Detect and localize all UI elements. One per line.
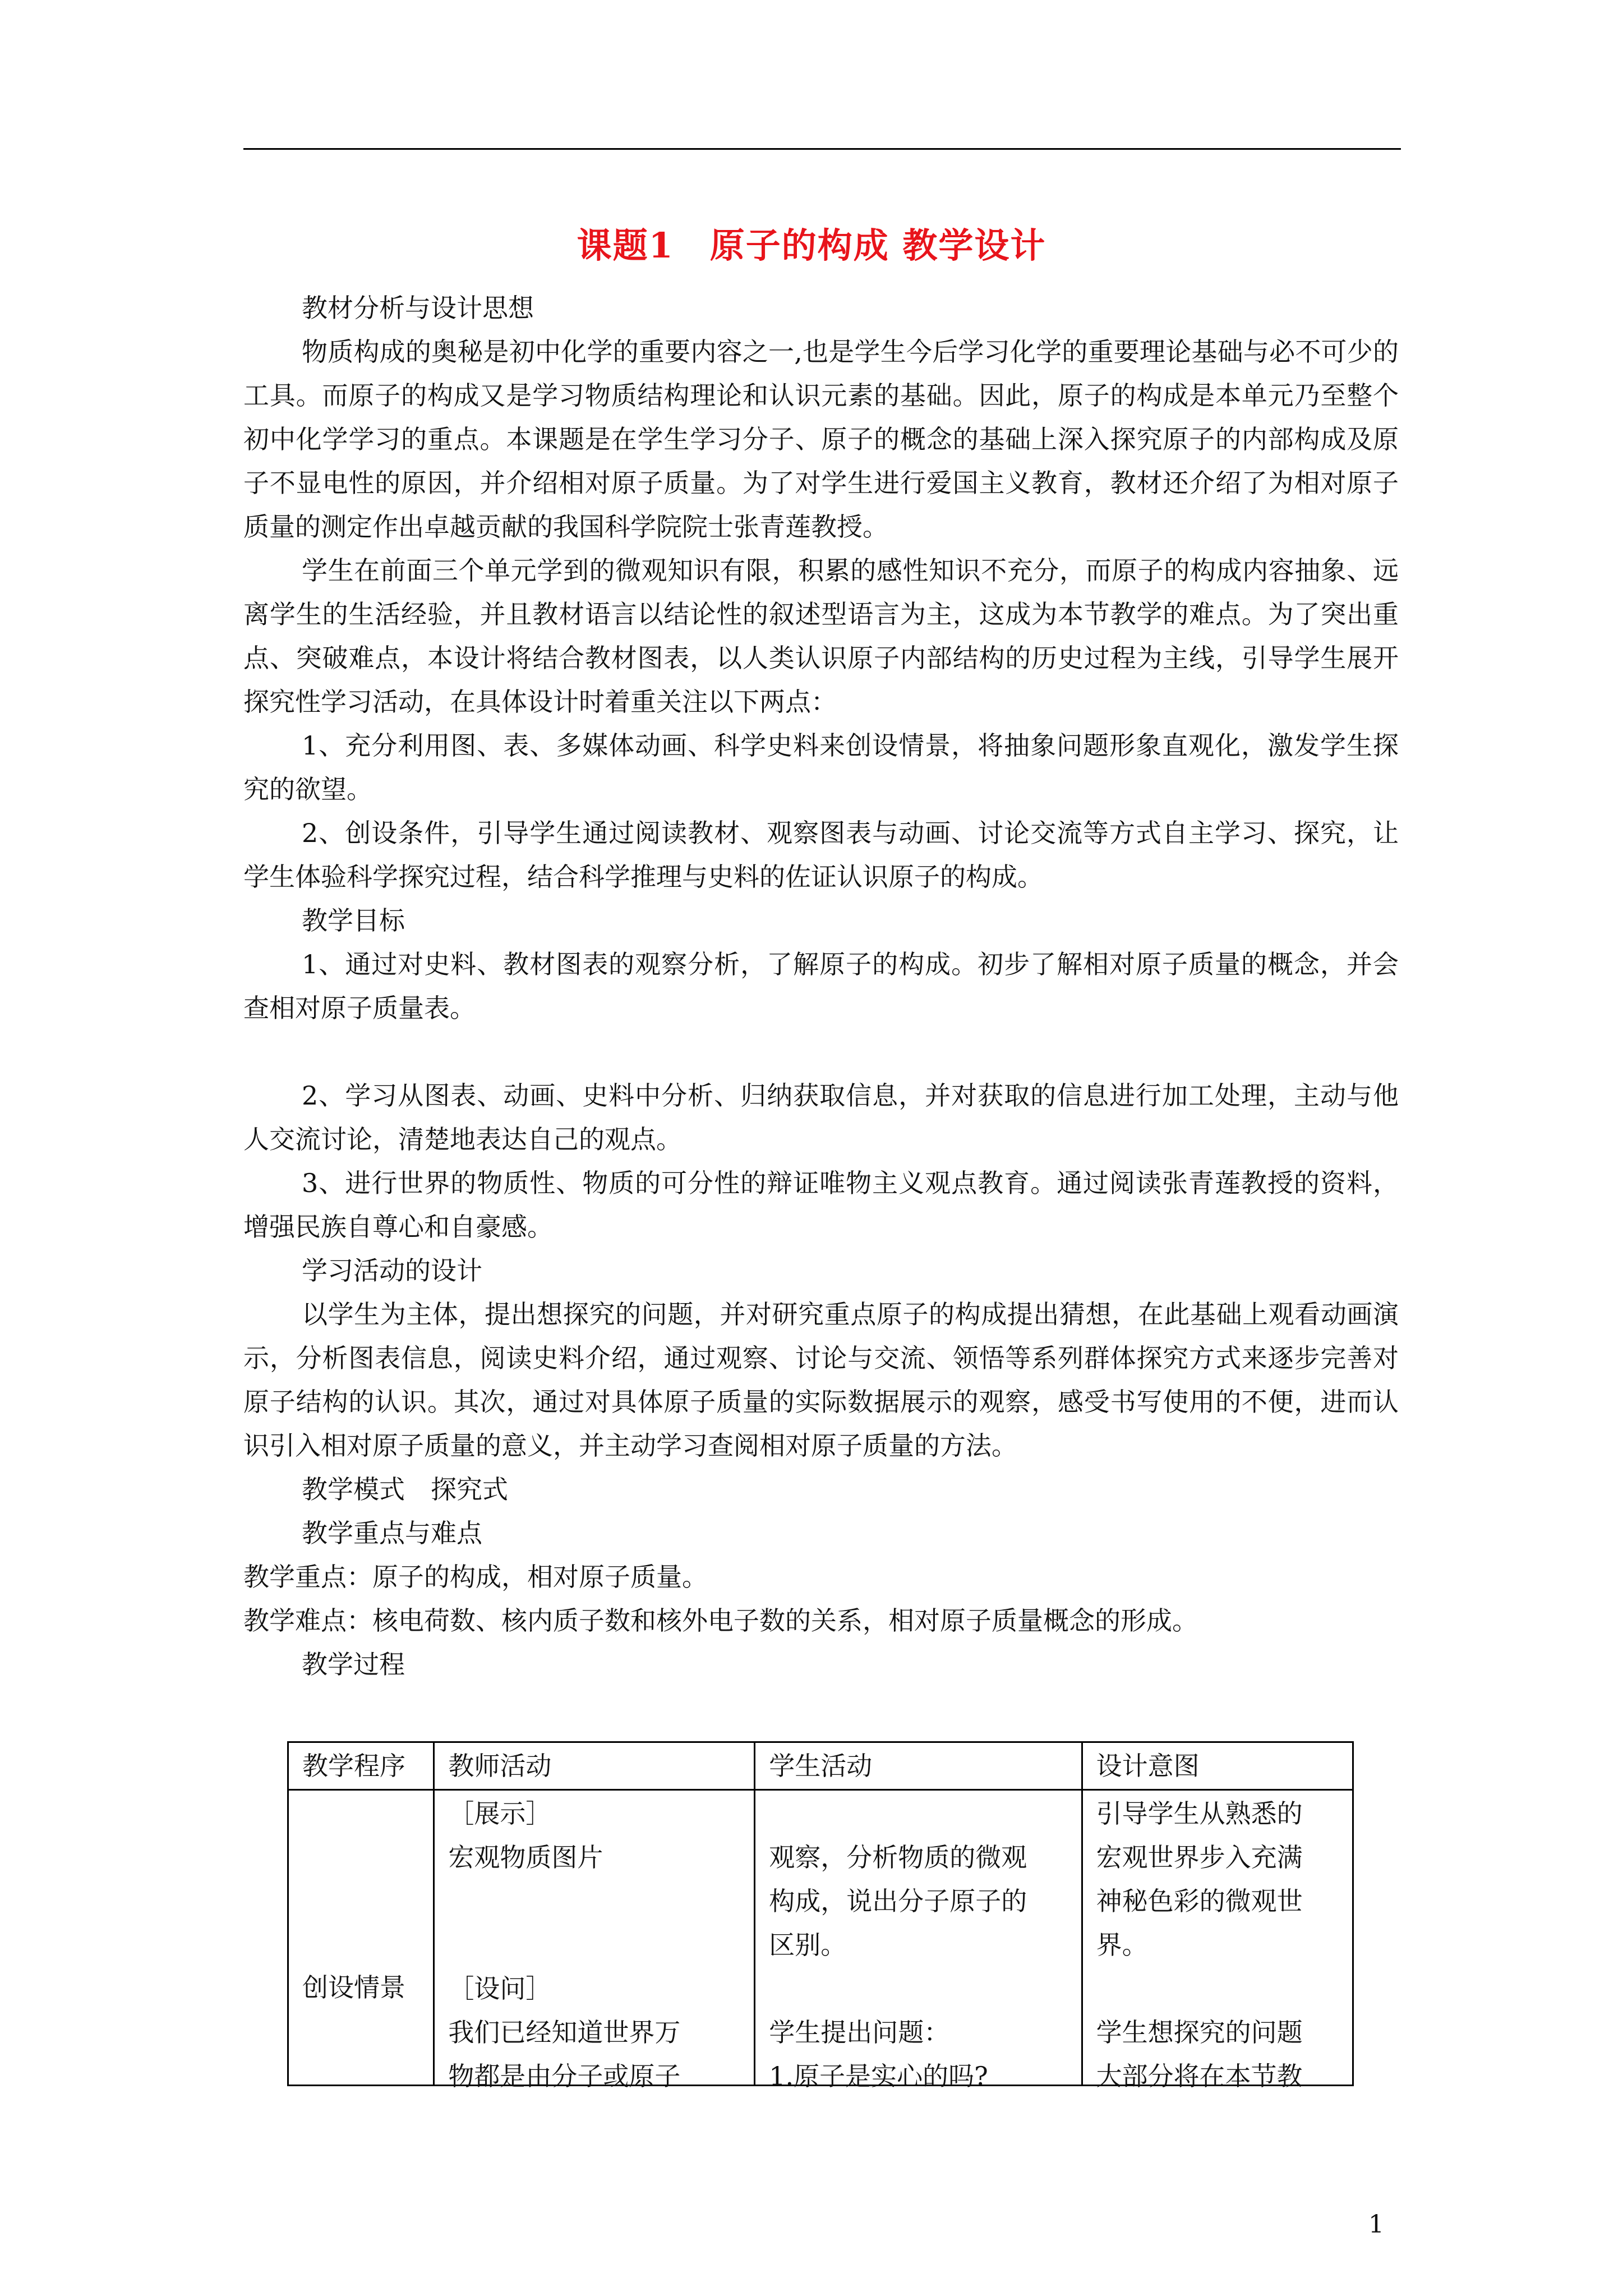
paragraph: 3、进行世界的物质性、物质的可分性的辩证唯物主义观点教育。通过阅读张青莲教授的资料，增强民族自尊心和自豪感。 [243, 1168, 1399, 1242]
cell-line: 物都是由分子或原子 [448, 2061, 681, 2091]
cell-line: 宏观世界步入充满 [1096, 1842, 1303, 1872]
teaching-process-table [287, 1741, 1354, 2091]
cell-line: 区别。 [769, 1930, 847, 1960]
paragraph: 物质构成的奥秘是初中化学的重要内容之一,也是学生今后学习化学的重要理论基础与必不可少的工具。而原子的构成又是学习物质结构理论和认识元素的基础。因此，原子的构成是本单元乃至整个初中化学学习的重点。本课题是在学生学习分子、原子的概念的基础上深入探究原子的内部构成及原子不显电性的原因，并介绍相对原子质量。为了对学生进行爱国主义教育，教材还介绍了为相对原子质量的测定作出卓越贡献的我国科学院院士张青莲教授。 [243, 337, 1399, 542]
document-title: 课题1 原子的构成 教学设计 [577, 225, 1046, 266]
stage-label: 创设情景 [302, 1972, 405, 2003]
paragraph: 2、学习从图表、动画、史料中分析、归纳获取信息，并对获取的信息进行加工处理，主动与他人交流讨论，清楚地表达自己的观点。 [243, 1080, 1399, 1154]
blank-line [243, 1030, 1399, 1074]
cell-line: 学生提出问题： [769, 2017, 950, 2047]
section-heading-mode: 教学模式 探究式 [302, 1474, 508, 1504]
header-rule [243, 148, 1401, 150]
cell-line: 界。 [1096, 1930, 1148, 1960]
section-heading-activities: 学习活动的设计 [302, 1255, 482, 1286]
section-heading-objectives: 教学目标 [302, 905, 405, 936]
paragraph: 以学生为主体，提出想探究的问题，并对研究重点原子的构成提出猜想，在此基础上观看动画演示，分析图表信息，阅读史料介绍，通过观察、讨论与交流、领悟等系列群体探究方式来逐步完善对原子结构的认识。其次，通过对具体原子质量的实际数据展示的观察，感受书写使用的不便，进而认识引入相对原子质量的意义，并主动学习查阅相对原子质量的方法。 [243, 1299, 1399, 1461]
student-activity-cell [755, 1790, 1082, 2091]
difficult-point-line: 教学难点：核电荷数、核内质子数和核外电子数的关系，相对原子质量概念的形成。 [243, 1605, 1198, 1636]
page-number: 1 [1368, 2210, 1384, 2239]
section-heading-keypoints: 教学重点与难点 [302, 1518, 482, 1548]
section-heading-process: 教学过程 [302, 1649, 405, 1680]
paragraph: 学生在前面三个单元学到的微观知识有限，积累的感性知识不充分，而原子的构成内容抽象、远离学生的生活经验，并且教材语言以结论性的叙述型语言为主，这成为本节教学的难点。为了突出重点、突破难点，本设计将结合教材图表，以人类认识原子内部结构的历史过程为主线，引导学生展开探究性学习活动，在具体设计时着重关注以下两点： [243, 555, 1399, 717]
section-heading-analysis: 教材分析与设计思想 [302, 293, 534, 323]
cell-line: 学生想探究的问题 [1096, 2017, 1303, 2047]
cell-line: ［设问］ [448, 1973, 552, 2004]
cell-line: 观察，分析物质的微观 [769, 1842, 1027, 1872]
table-row [288, 1790, 1353, 2086]
paragraph: 1、通过对史料、教材图表的观察分析，了解原子的构成。初步了解相对原子质量的概念，并会查相对原子质量表。 [243, 949, 1399, 1023]
teacher-activity-cell [434, 1790, 755, 2091]
table-header-cell: 学生活动 [755, 1742, 1082, 1790]
table-header-row [288, 1742, 1353, 1790]
table-header-cell: 教师活动 [434, 1742, 755, 1790]
paragraph: 1、充分利用图、表、多媒体动画、科学史料来创设情景，将抽象问题形象直观化，激发学生探究的欲望。 [243, 730, 1399, 804]
cell-line: ［展示］ [448, 1798, 552, 1829]
stage-cell [288, 1790, 434, 2086]
table-header-cell: 设计意图 [1082, 1742, 1353, 1790]
document-body [243, 286, 1399, 1686]
cell-line: 宏观物质图片 [448, 1842, 603, 1872]
cell-line: 引导学生从熟悉的 [1096, 1798, 1303, 1829]
cell-line: 大部分将在本节教 [1096, 2061, 1303, 2091]
cell-line: 神秘色彩的微观世 [1096, 1886, 1303, 1916]
table-header-cell: 教学程序 [288, 1742, 434, 1790]
cell-line: 构成，说出分子原子的 [769, 1886, 1027, 1916]
cell-line: 我们已经知道世界万 [448, 2017, 681, 2047]
key-point-line: 教学重点：原子的构成，相对原子质量。 [243, 1562, 708, 1592]
cell-line: 1.原子是实心的吗? [769, 2061, 988, 2091]
paragraph: 2、创设条件，引导学生通过阅读教材、观察图表与动画、讨论交流等方式自主学习、探究，让学生体验科学探究过程，结合科学推理与史料的佐证认识原子的构成。 [243, 818, 1399, 892]
design-intent-cell [1082, 1790, 1353, 2091]
